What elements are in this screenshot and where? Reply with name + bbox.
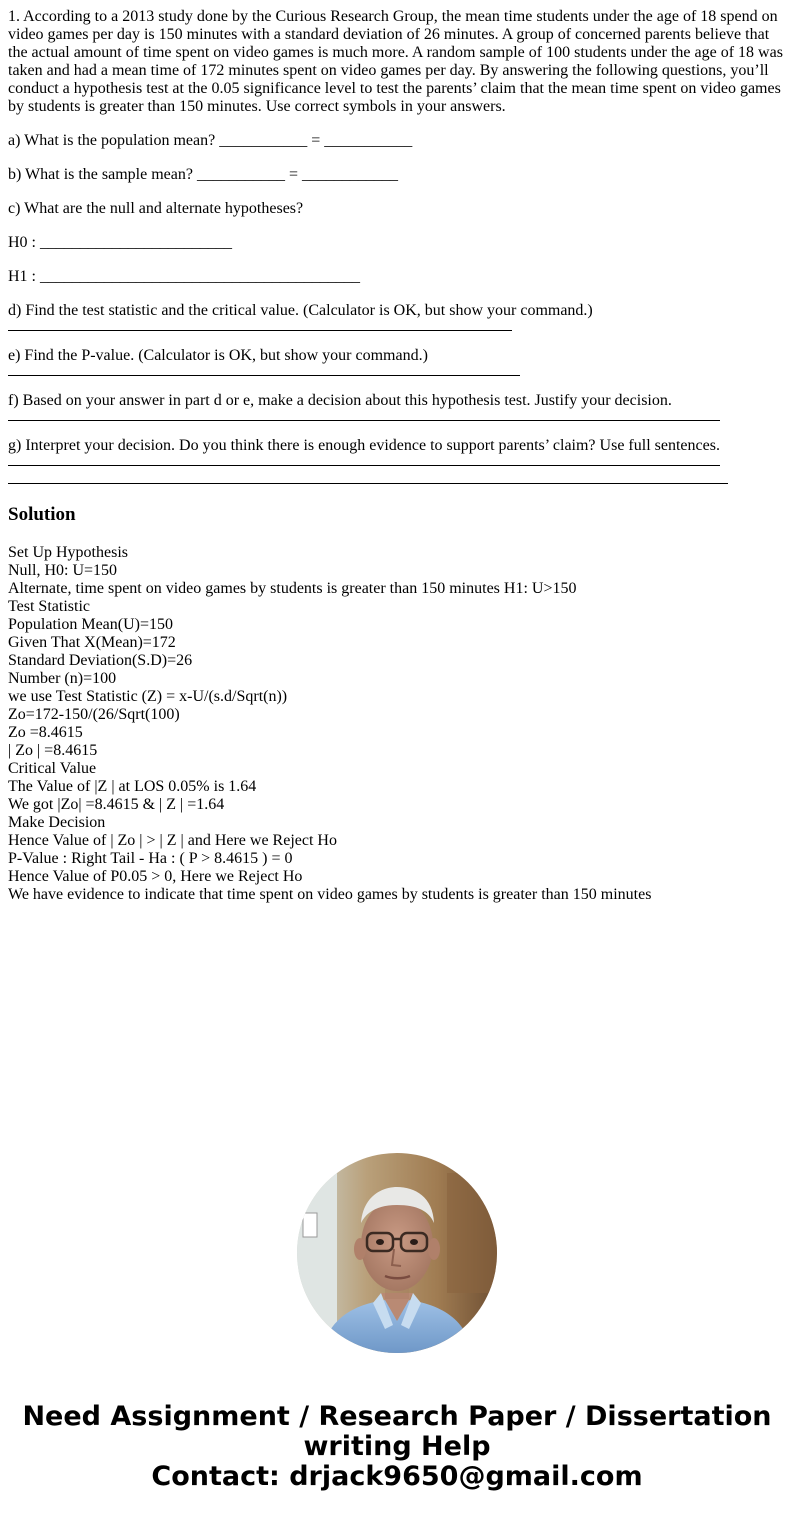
solution-line: The Value of |Z | at LOS 0.05% is 1.64 — [8, 778, 257, 795]
solution-line: Standard Deviation(S.D)=26 — [8, 652, 193, 669]
footer-line-1: Need Assignment / Research Paper / Dissertation — [22, 1401, 772, 1432]
question-intro: 1. According to a 2013 study done by the Curious Research Group, the mean time students under the age of 18 spend on video games per day is 150 minutes with a standard deviation of 26 minutes. A group of concerned parents believe that the actual amount of time spent on video games is much more. A random sample of 100 students under the age of 18 was taken and had a mean time of 172 minutes spent on video games per day. By answering the following questions, you’ll conduct a hypothesis test at the 0.05 significance level to test the parents’ claim that the mean time spent on video games by students is greater than 150 minutes. Use correct symbols in your answers. — [8, 8, 783, 115]
solution-line: | Zo | =8.4615 — [8, 742, 98, 759]
question-g-block — [8, 437, 786, 484]
question-e-block — [8, 347, 786, 376]
solution-line: Zo=172-150/(26/Sqrt(100) — [8, 706, 180, 723]
solution-line: We got |Zo| =8.4615 & | Z | =1.64 — [8, 796, 225, 813]
solution-line: Zo =8.4615 — [8, 724, 83, 741]
question-e: e) Find the P-value. (Calculator is OK, but show your command.) — [8, 347, 428, 364]
answer-line — [8, 320, 512, 331]
solution-line: Number (n)=100 — [8, 670, 117, 687]
solution-line: We have evidence to indicate that time spent on video games by students is greater than 150 minutes — [8, 886, 652, 903]
tutor-avatar — [297, 1153, 497, 1353]
question-g: g) Interpret your decision. Do you think there is enough evidence to support parents’ claim? Use full sentences. — [8, 437, 720, 454]
solution-line: Set Up Hypothesis — [8, 544, 128, 561]
hypothesis-h0-blank: H0 : ________________________ — [8, 234, 232, 251]
answer-line — [8, 410, 720, 421]
solution-line: P-Value : Right Tail - Ha : ( P > 8.4615 ) = 0 — [8, 850, 293, 867]
solution-line: Test Statistic — [8, 598, 90, 615]
solution-line: Hence Value of | Zo | > | Z | and Here we Reject Ho — [8, 832, 337, 849]
solution-line: Population Mean(U)=150 — [8, 616, 173, 633]
solution-line: Hence Value of P0.05 > 0, Here we Reject Ho — [8, 868, 303, 885]
footer-line-2: writing Help — [303, 1431, 491, 1462]
solution-heading: Solution — [8, 504, 76, 525]
question-f-block — [8, 392, 786, 421]
question-a: a) What is the population mean? ___________ = ___________ — [8, 132, 413, 149]
solution-line: Alternate, time spent on video games by students is greater than 150 minutes H1: U>150 — [8, 580, 577, 597]
question-b: b) What is the sample mean? ___________ = ____________ — [8, 166, 398, 183]
solution-line: Null, H0: U=150 — [8, 562, 118, 579]
solution-line: Given That X(Mean)=172 — [8, 634, 176, 651]
question-c: c) What are the null and alternate hypotheses? — [8, 200, 304, 217]
answer-line — [8, 466, 728, 484]
portrait-photo — [297, 1153, 497, 1353]
solution-text — [8, 544, 786, 904]
solution-line: Make Decision — [8, 814, 106, 831]
solution-line: Critical Value — [8, 760, 97, 777]
answer-line — [8, 365, 520, 376]
question-d-block — [8, 302, 786, 331]
solution-line: we use Test Statistic (Z) = x-U/(s.d/Sqrt(n)) — [8, 688, 288, 705]
hypothesis-h1-blank: H1 : ________________________________________ — [8, 268, 360, 285]
footer-contact-email: Contact: drjack9650@gmail.com — [151, 1461, 643, 1492]
question-d: d) Find the test statistic and the critical value. (Calculator is OK, but show your command.) — [8, 302, 593, 319]
answer-line — [8, 455, 720, 466]
question-f: f) Based on your answer in part d or e, make a decision about this hypothesis test. Justify your decision. — [8, 392, 672, 409]
contact-banner — [0, 1402, 794, 1492]
document-body — [8, 8, 786, 904]
